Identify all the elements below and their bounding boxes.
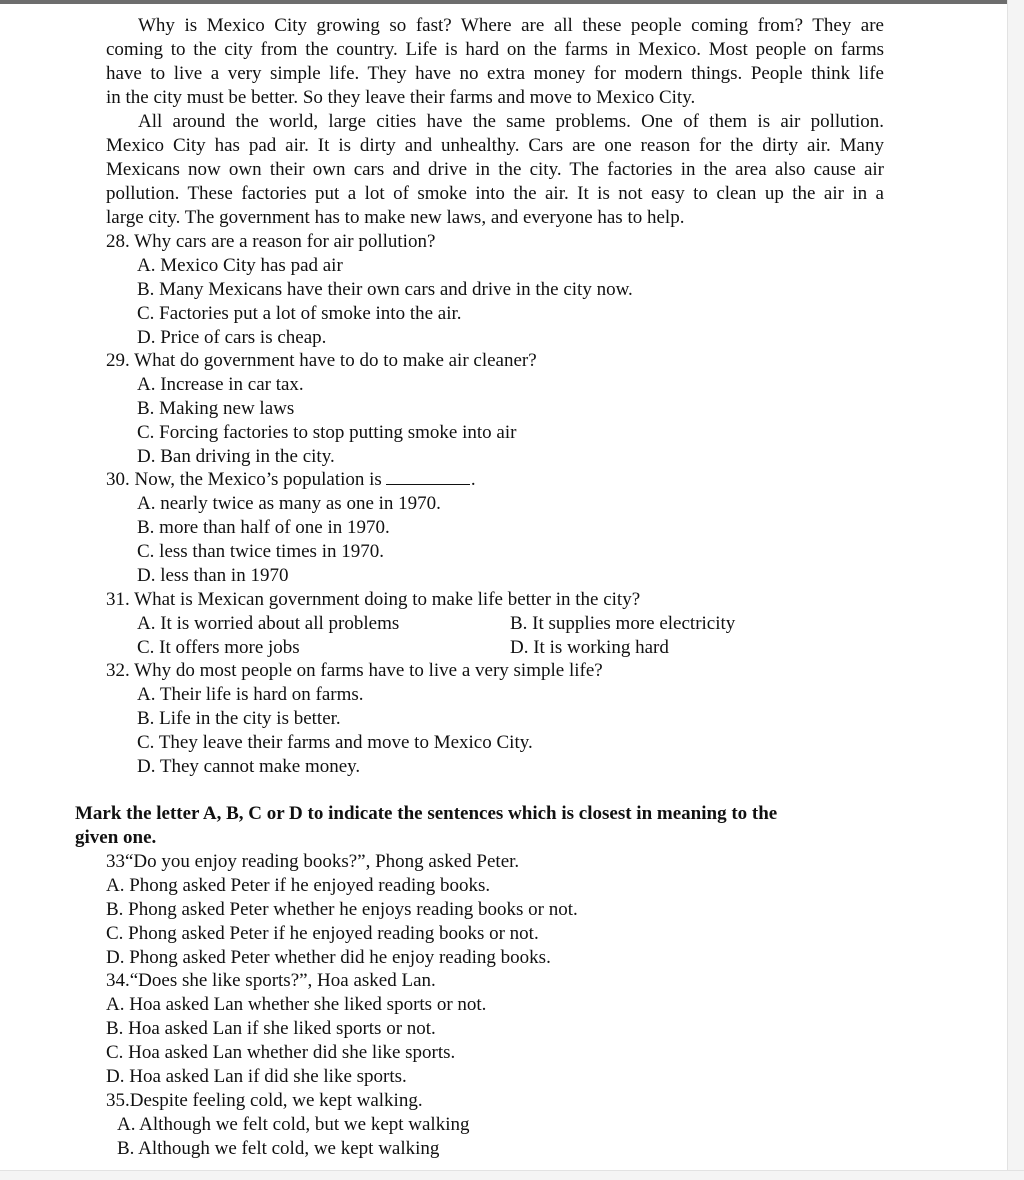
- option-d: D. Ban driving in the city.: [137, 446, 335, 467]
- option-a: A. Mexico City has pad air: [137, 255, 343, 276]
- passage-line: Mexicans now own their own cars and drive in the city. The factories in the area also cause air: [106, 159, 884, 180]
- option-b: B. Many Mexicans have their own cars and drive in the city now.: [137, 279, 633, 300]
- option-d: D. They cannot make money.: [137, 756, 361, 777]
- option-b: B. more than half of one in 1970.: [137, 517, 390, 538]
- option-c: C. They leave their farms and move to Mexico City.: [137, 732, 533, 753]
- instruction-line: Mark the letter A, B, C or D to indicate the sentences which is closest in meaning to the: [75, 803, 778, 824]
- passage-line: pollution. These factories put a lot of smoke into the air. It is not easy to clean up the air in a: [106, 183, 884, 204]
- window-top-bar: [0, 0, 1007, 4]
- option-c: C. Hoa asked Lan whether did she like sports.: [106, 1042, 456, 1063]
- option-b: B. Although we felt cold, we kept walking: [117, 1138, 440, 1159]
- instruction-line: given one.: [75, 827, 157, 848]
- option-c: C. Forcing factories to stop putting smoke into air: [137, 422, 517, 443]
- question-text: 35.Despite feeling cold, we kept walking.: [106, 1090, 423, 1111]
- question-text: 32. Why do most people on farms have to live a very simple life?: [106, 660, 603, 681]
- passage-line: Why is Mexico City growing so fast? Where are all these people coming from? They are: [138, 15, 884, 36]
- passage-line: Mexico City has pad air. It is dirty and unhealthy. Cars are one reason for the dirty air. Many: [106, 135, 884, 156]
- option-d: D. It is working hard: [510, 637, 669, 658]
- option-d: D. Phong asked Peter whether did he enjoy reading books.: [106, 947, 551, 968]
- page-right-edge: [1007, 0, 1024, 1180]
- option-d: D. Price of cars is cheap.: [137, 327, 327, 348]
- question-text: 31. What is Mexican government doing to make life better in the city?: [106, 589, 641, 610]
- option-a: A. Increase in car tax.: [137, 374, 304, 395]
- passage-line: coming to the city from the country. Life is hard on the farms in Mexico. Most people on farms: [106, 39, 884, 60]
- passage-line: in the city must be better. So they leave their farms and move to Mexico City.: [106, 87, 696, 108]
- question-text: [106, 468, 476, 491]
- option-d: D. less than in 1970: [137, 565, 289, 586]
- passage-line: All around the world, large cities have the same problems. One of them is air pollution.: [138, 111, 884, 132]
- passage-line: have to live a very simple life. They have no extra money for modern things. People think life: [106, 63, 884, 84]
- question-text: 28. Why cars are a reason for air pollution?: [106, 231, 436, 252]
- option-a: A. Their life is hard on farms.: [137, 684, 364, 705]
- option-a: A. nearly twice as many as one in 1970.: [137, 493, 441, 514]
- option-c: C. less than twice times in 1970.: [137, 541, 384, 562]
- option-b: B. Making new laws: [137, 398, 295, 419]
- option-c: C. Factories put a lot of smoke into the air.: [137, 303, 462, 324]
- question-text: 33“Do you enjoy reading books?”, Phong asked Peter.: [106, 851, 520, 872]
- passage-line: large city. The government has to make new laws, and everyone has to help.: [106, 207, 685, 228]
- option-c: C. Phong asked Peter if he enjoyed reading books or not.: [106, 923, 539, 944]
- page-bottom-edge: [0, 1170, 1024, 1180]
- option-d: D. Hoa asked Lan if did she like sports.: [106, 1066, 407, 1087]
- option-a: A. Although we felt cold, but we kept walking: [117, 1114, 470, 1135]
- option-b: B. It supplies more electricity: [510, 613, 736, 634]
- answer-blank: [386, 469, 470, 485]
- option-a: A. Phong asked Peter if he enjoyed reading books.: [106, 875, 491, 896]
- question-text: 29. What do government have to do to make air cleaner?: [106, 350, 537, 371]
- option-c: C. It offers more jobs: [137, 637, 300, 658]
- question-text: 34.“Does she like sports?”, Hoa asked Lan.: [106, 970, 436, 991]
- question-text-before-blank: 30. Now, the Mexico’s population is: [106, 469, 382, 490]
- option-a: A. Hoa asked Lan whether she liked sports or not.: [106, 994, 487, 1015]
- option-b: B. Phong asked Peter whether he enjoys reading books or not.: [106, 899, 578, 920]
- option-b: B. Hoa asked Lan if she liked sports or not.: [106, 1018, 436, 1039]
- option-a: A. It is worried about all problems: [137, 613, 400, 634]
- question-text-after-blank: .: [470, 469, 476, 490]
- option-b: B. Life in the city is better.: [137, 708, 341, 729]
